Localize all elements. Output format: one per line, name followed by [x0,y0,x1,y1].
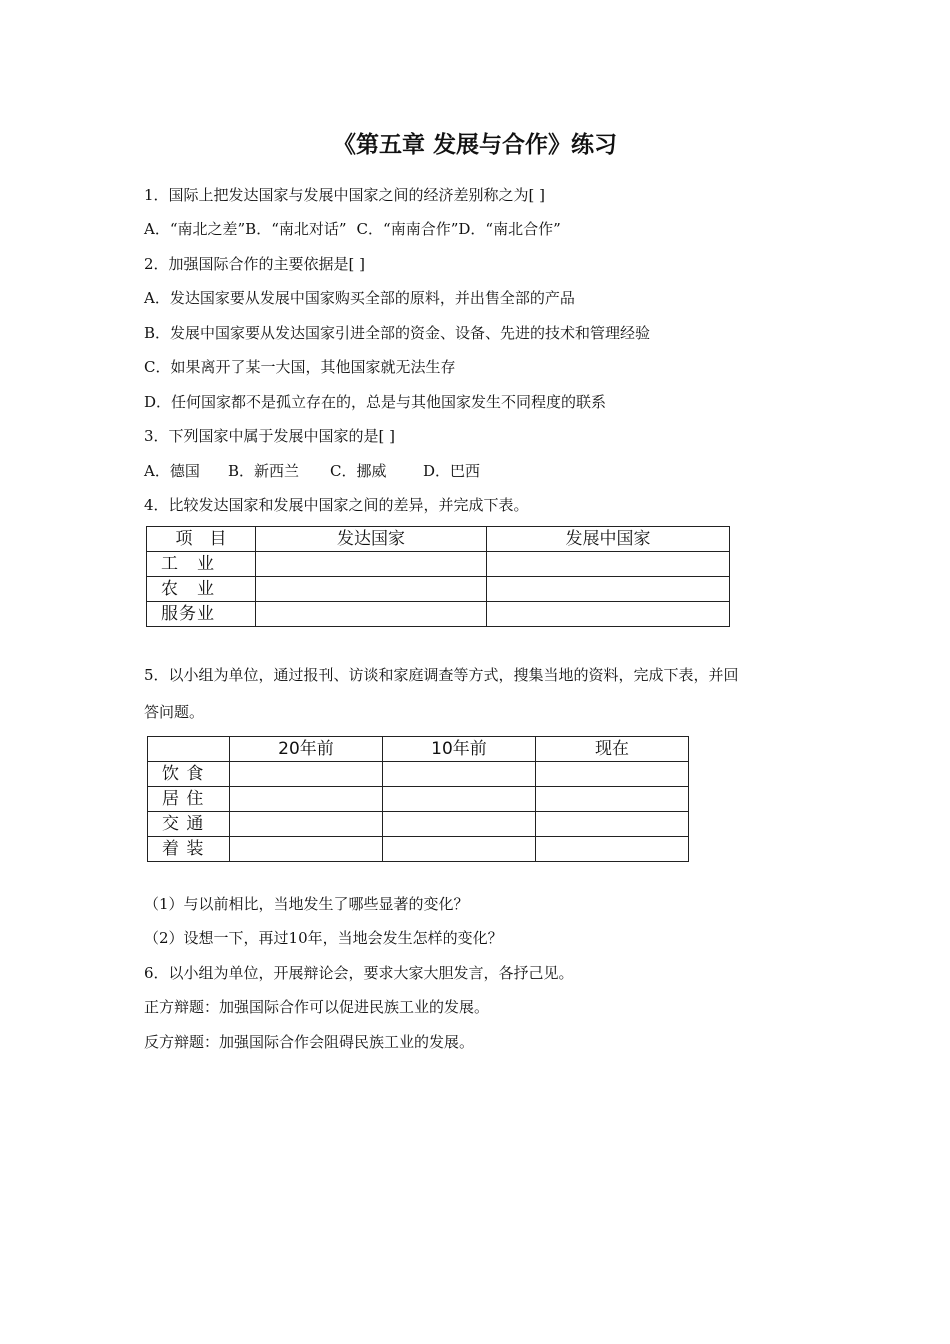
row-label: 交 通 [148,812,230,837]
answer-cell[interactable] [487,602,730,627]
question-1: 1．国际上把发达国家与发展中国家之间的经济差别称之为[ ] [144,186,546,204]
q2-option-b: B．发展中国家要从发达国家引进全部的资金、设备、先进的技术和管理经验 [144,324,651,342]
answer-cell[interactable] [230,762,383,787]
q1-option-b: B．“南北对话” [245,220,347,238]
q2-option-a: A．发达国家要从发展中国家购买全部的原料，并出售全部的产品 [144,289,575,307]
answer-cell[interactable] [256,552,487,577]
table-row [148,787,689,812]
question-5-sub-2: （2）设想一下，再过10年，当地会发生怎样的变化？ [144,929,503,947]
debate-pro-topic: 正方辩题：加强国际合作可以促进民族工业的发展。 [144,998,490,1016]
header-item: 项 目 [147,527,256,552]
q1-option-c: C．“南南合作” [356,220,459,238]
row-label: 饮 食 [148,762,230,787]
row-label: 居 住 [148,787,230,812]
header-developed: 发达国家 [256,527,487,552]
survey-table [147,736,689,862]
answer-cell[interactable] [536,787,689,812]
answer-cell[interactable] [383,812,536,837]
answer-cell[interactable] [536,837,689,862]
table-row [147,602,730,627]
q1-option-a: A．“南北之差” [144,220,246,238]
answer-cell[interactable] [230,787,383,812]
q2-option-d: D．任何国家都不是孤立存在的，总是与其他国家发生不同程度的联系 [144,393,607,411]
header-developing: 发展中国家 [487,527,730,552]
answer-cell[interactable] [536,762,689,787]
question-6: 6．以小组为单位，开展辩论会，要求大家大胆发言，各抒己见。 [144,964,574,982]
row-label: 着 装 [148,837,230,862]
table-row [148,812,689,837]
question-3: 3．下列国家中属于发展中国家的是[ ] [144,427,396,445]
question-3-options [144,460,480,481]
table-header-row [148,737,689,762]
answer-cell[interactable] [383,837,536,862]
header-now: 现在 [536,737,689,762]
question-1-options [144,218,561,239]
q1-option-d: D．“南北合作” [458,220,561,238]
question-2: 2．加强国际合作的主要依据是[ ] [144,255,366,273]
header-20-years-ago: 20年前 [230,737,383,762]
table-row [148,837,689,862]
answer-cell[interactable] [487,552,730,577]
q2-option-c: C．如果离开了某一大国，其他国家就无法生存 [144,358,456,376]
question-4: 4．比较发达国家和发展中国家之间的差异，并完成下表。 [144,496,529,514]
comparison-table [146,526,730,627]
question-5-line-2: 答问题。 [144,703,205,721]
q3-option-a: A．德国 [144,462,200,480]
answer-cell[interactable] [230,837,383,862]
answer-cell[interactable] [230,812,383,837]
debate-con-topic: 反方辩题：加强国际合作会阻碍民族工业的发展。 [144,1033,475,1051]
table-header-row [147,527,730,552]
answer-cell[interactable] [256,602,487,627]
q3-option-d: D．巴西 [423,462,481,480]
row-label: 农 业 [147,577,256,602]
row-label: 工 业 [147,552,256,577]
header-10-years-ago: 10年前 [383,737,536,762]
answer-cell[interactable] [536,812,689,837]
page-title: 《第五章 发展与合作》练习 [332,132,617,158]
table-row [147,552,730,577]
row-label: 服务业 [147,602,256,627]
answer-cell[interactable] [487,577,730,602]
q3-option-b: B．新西兰 [228,462,300,480]
header-blank [148,737,230,762]
answer-cell[interactable] [383,762,536,787]
question-5-sub-1: （1）与以前相比，当地发生了哪些显著的变化？ [144,895,469,913]
q3-option-c: C．挪威 [330,462,387,480]
table-row [147,577,730,602]
table-row [148,762,689,787]
answer-cell[interactable] [256,577,487,602]
answer-cell[interactable] [383,787,536,812]
question-5-line-1: 5．以小组为单位，通过报刊、访谈和家庭调查等方式，搜集当地的资料，完成下表，并回 [144,666,739,684]
